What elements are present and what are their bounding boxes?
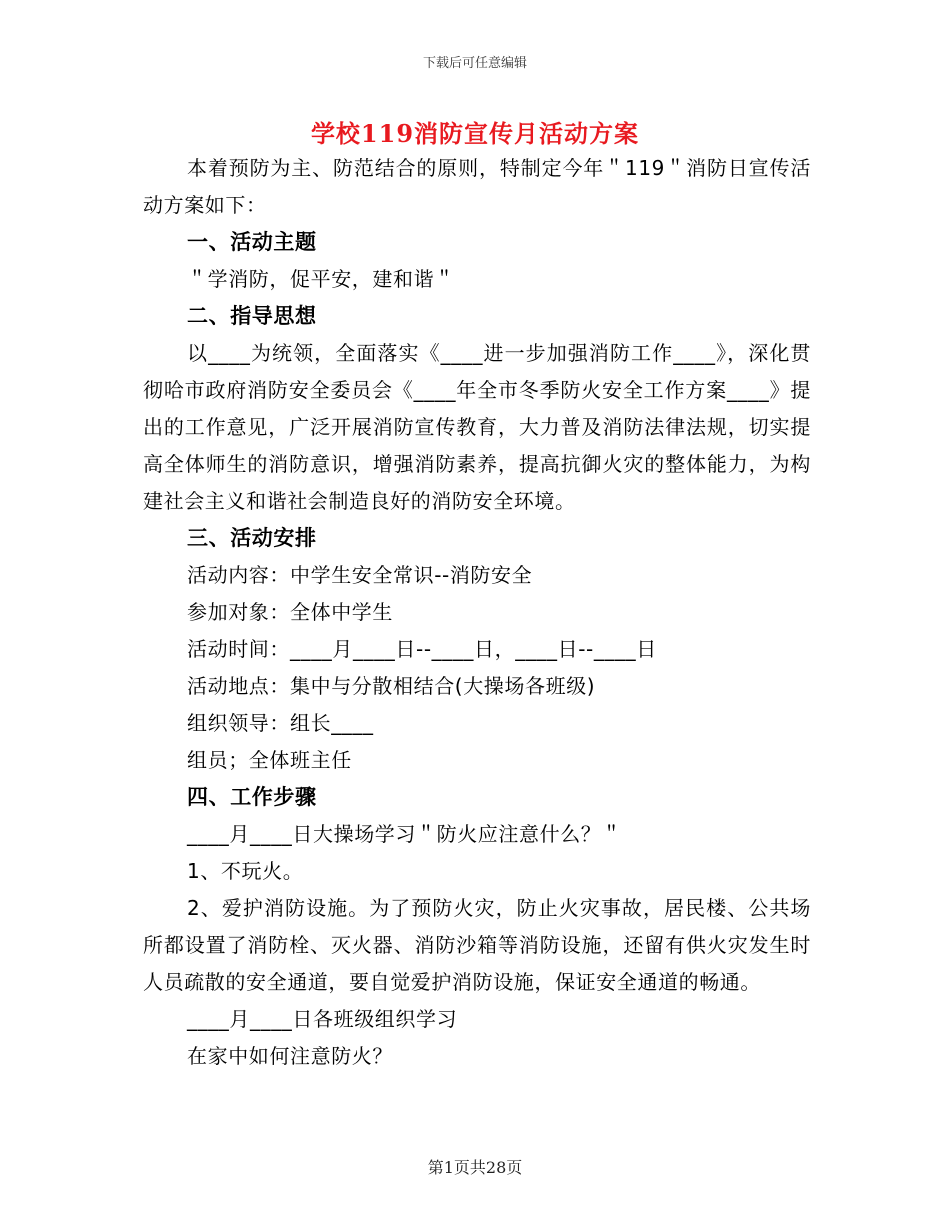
section-heading-guide: 二、指导思想 (187, 304, 317, 328)
question-line: 在家中如何注意防火？ (187, 1044, 393, 1068)
activity-content-line: 活动内容：中学生安全常识--消防安全 (187, 563, 533, 587)
section-heading-theme: 一、活动主题 (187, 230, 317, 254)
section-heading-steps: 四、工作步骤 (187, 785, 317, 809)
step1-line: ____月____日大操场学习＂防火应注意什么？＂ (187, 822, 622, 846)
guide-paragraph: 以____为统领，全面落实《____进一步加强消防工作____》，深化贯彻哈市政府消防安全委员会《____年全市冬季防火安全工作方案____》提出的工作意见，广泛开展消防宣传教育，大力普及消防法律法规，切实提高全体师生的消防意识，增强消防素养，提高抗御火灾的整体能力，为构建社会主义和谐社会制造良好的消防安全环境。 (143, 341, 811, 513)
list-item-1: 1、不玩火。 (187, 859, 304, 883)
page-footer: 第1页共28页 (427, 1158, 523, 1177)
activity-place-line: 活动地点：集中与分散相结合(大操场各班级) (187, 674, 596, 698)
intro-paragraph: 本着预防为主、防范结合的原则，特制定今年＂119＂消防日宣传活动方案如下： (143, 156, 811, 217)
leader-line: 组织领导：组长____ (187, 711, 374, 735)
document-title: 学校119消防宣传月活动方案 (310, 119, 640, 148)
section-heading-arrangement: 三、活动安排 (187, 526, 317, 550)
participants-line: 参加对象：全体中学生 (187, 600, 393, 624)
step2-line: ____月____日各班级组织学习 (187, 1007, 458, 1031)
members-line: 组员；全体班主任 (187, 748, 352, 772)
theme-paragraph: ＂学消防，促平安，建和谐＂ (187, 267, 455, 291)
document-body (143, 150, 811, 1075)
activity-time-line: 活动时间：____月____日--____日，____日--____日 (187, 637, 657, 661)
page-header: 下载后可任意编辑 (422, 56, 527, 71)
list-item-2: 2、爱护消防设施。为了预防火灾，防止火灾事故，居民楼、公共场所都设置了消防栓、灭火器、消防沙箱等消防设施，还留有供火灾发生时人员疏散的安全通道，要自觉爱护消防设施，保证安全通道的畅通。 (143, 896, 811, 994)
